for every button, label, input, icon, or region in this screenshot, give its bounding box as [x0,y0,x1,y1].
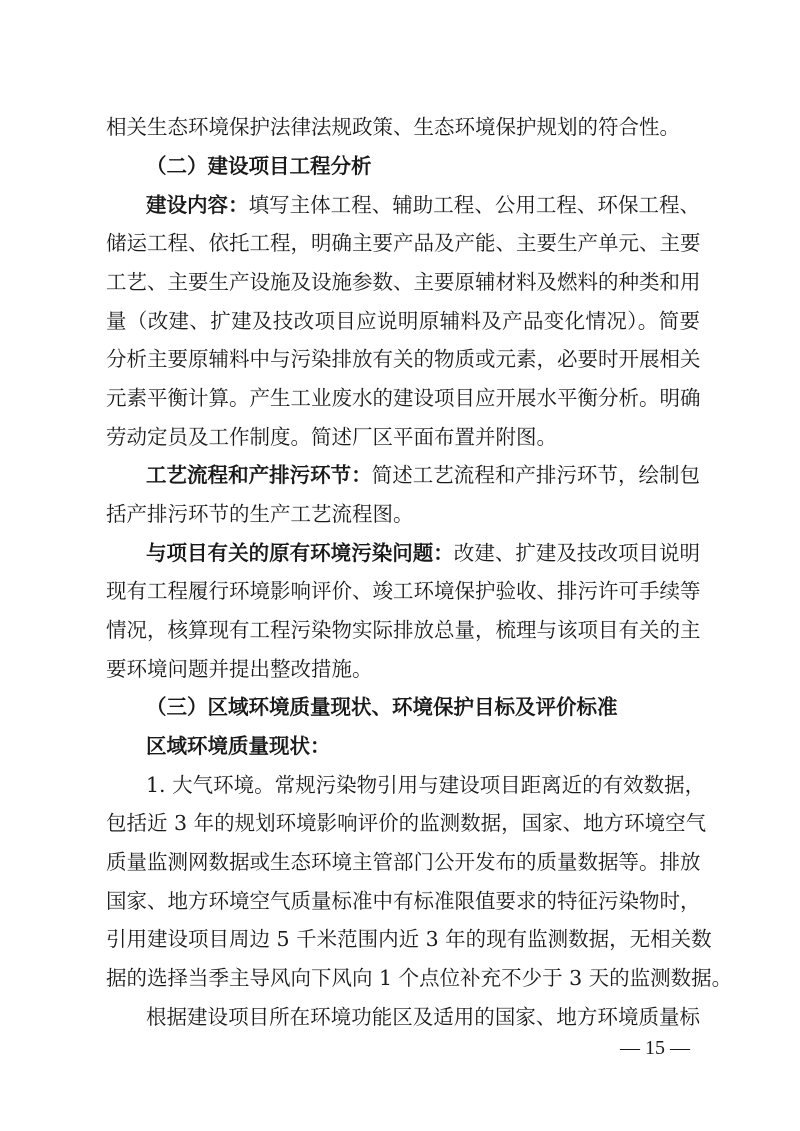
paragraph-line: 1. 大气环境。常规污染物引用与建设项目距离近的有效数据， [146,773,706,797]
paragraph-line [146,461,700,489]
paragraph-line: 储运工程、依托工程，明确主要产品及产能、主要生产单元、主要 [106,231,701,255]
term-text: 改建、扩建及技改项目说明 [453,541,701,565]
term-label: 建设内容： [146,193,249,217]
paragraph-line: 国家、地方环境空气质量标准中有标准限值要求的特征污染物时， [106,889,701,913]
paragraph-line: 劳动定员及工作制度。简述厂区平面布置并附图。 [106,425,557,449]
section-heading-2: （二）建设项目工程分析 [146,154,372,178]
paragraph-line: 情况，核算现有工程污染物实际排放总量，梳理与该项目有关的主 [106,618,701,642]
paragraph-line: 分析主要原辅料中与污染排放有关的物质或元素，必要时开展相关 [106,347,701,371]
paragraph-line: 元素平衡计算。产生工业废水的建设项目应开展水平衡分析。明确 [106,386,701,410]
paragraph-line [146,539,700,567]
paragraph-line: 包括近 3 年的规划环境影响评价的监测数据，国家、地方环境空气 [106,811,707,835]
subsection-label: 区域环境质量现状： [146,734,331,758]
paragraph-line: 要环境问题并提出整改措施。 [106,657,373,681]
paragraph-line: 量（改建、扩建及技改项目应说明原辅料及产品变化情况）。简要 [106,309,700,333]
paragraph-line: 括产排污环节的生产工艺流程图。 [106,502,414,526]
paragraph-line: 引用建设项目周边 5 千米范围内近 3 年的现有监测数据，无相关数 [106,927,712,951]
paragraph-line: 工艺、主要生产设施及设施参数、主要原辅材料及燃料的种类和用 [106,270,701,294]
term-label: 与项目有关的原有环境污染问题： [146,541,454,565]
paragraph-line: 据的选择当季主导风向下风向 1 个点位补充不少于 3 天的监测数据。 [106,966,733,990]
term-text: 简述工艺流程和产排污环节，绘制包 [371,463,701,487]
term-label: 工艺流程和产排污环节： [146,463,372,487]
paragraph-line: 质量监测网数据或生态环境主管部门公开发布的质量数据等。排放 [106,850,701,874]
page-number: — 15 — [620,1037,690,1059]
section-heading-3: （三）区域环境质量现状、环境保护目标及评价标准 [146,695,618,719]
paragraph-line: 相关生态环境保护法律法规政策、生态环境保护规划的符合性。 [106,115,680,139]
term-text: 填写主体工程、辅助工程、公用工程、环保工程、 [248,193,701,217]
paragraph-line [146,191,700,219]
paragraph-line: 现有工程履行环境影响评价、竣工环境保护验收、排污许可手续等 [106,579,701,603]
paragraph-line: 根据建设项目所在环境功能区及适用的国家、地方环境质量标 [146,1005,700,1029]
